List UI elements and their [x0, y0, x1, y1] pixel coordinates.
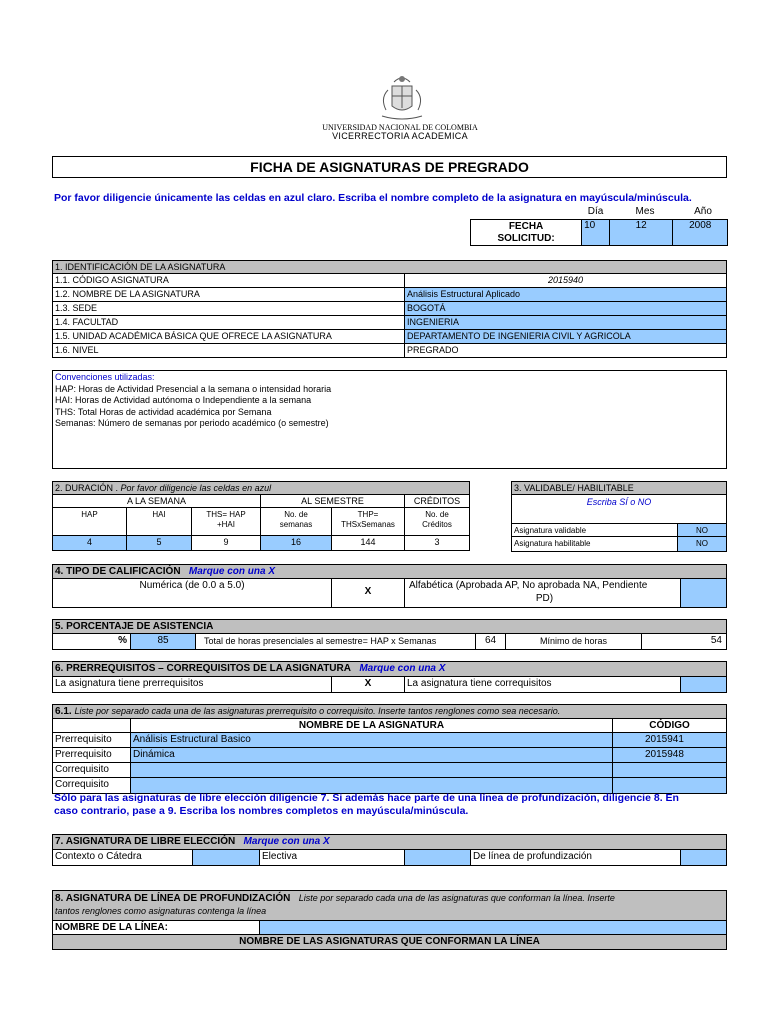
section5-title: 5. PORCENTAJE DE ASISTENCIA — [53, 620, 726, 634]
thp-value: 144 — [332, 536, 405, 550]
prerrequisitos-row: La asignatura tiene prerrequisitos X La asignatura tiene correquisitos — [53, 677, 726, 692]
libre-eleccion-note: Sólo para las asignaturas de libre elección diligencie 7. Si además hace parte de una línea de profundización, diligencie 8. En caso contrario, pase a 9. Escriba los nombres completos en mayúscula/minúscula. — [54, 792, 679, 817]
section1-title: 1. IDENTIFICACIÓN DE LA ASIGNATURA — [53, 261, 726, 274]
convention-line: THS: Total Horas de actividad académica por Semana — [55, 406, 272, 417]
contexto-field[interactable] — [193, 850, 260, 865]
nombre-field[interactable]: Análisis Estructural Aplicado — [405, 288, 726, 301]
mes-label: Mes — [635, 206, 655, 217]
porcentaje-field[interactable]: 85 — [131, 634, 196, 649]
section6-title: 6. PRERREQUISITOS – CORREQUISITOS DE LA ASIGNATURA Marque con una X — [53, 662, 726, 677]
numerica-label: Numérica (de 0.0 a 5.0) — [53, 579, 332, 607]
conventions-box — [52, 370, 727, 469]
section2-title: 2. DURACIÓN . Por favor diligencie las celdas en azul — [53, 482, 469, 495]
duracion-group-header: A LA SEMANA AL SEMESTRE CRÉDITOS — [53, 495, 469, 508]
conventions-title: Convenciones utilizadas: — [55, 372, 155, 382]
nombre-linea-row: NOMBRE DE LA LÍNEA: — [53, 921, 726, 935]
sede-field[interactable]: BOGOTÁ — [405, 302, 726, 315]
fecha-label: FECHA SOLICITUD: — [471, 220, 582, 245]
linea-field[interactable] — [681, 850, 726, 865]
hap-field[interactable]: 4 — [53, 536, 127, 550]
section-asistencia — [52, 619, 727, 650]
asistencia-row: % 85 Total de horas presenciales al semestre= HAP x Semanas 64 Mínimo de horas 54 — [53, 634, 726, 649]
libre-eleccion-row: Contexto o Cátedra Electiva De línea de profundización — [53, 850, 726, 865]
section3-title: 3. VALIDABLE/ HABILITABLE — [512, 482, 726, 495]
mes-field[interactable]: 12 — [610, 220, 674, 245]
facultad-row: 1.4. FACULTAD INGENIERIA — [53, 316, 726, 330]
university-logo — [374, 72, 430, 122]
semanas-field[interactable]: 16 — [261, 536, 332, 550]
numerica-mark[interactable]: X — [332, 579, 405, 607]
fecha-solicitud-row — [470, 219, 728, 246]
section8-title: 8. ASIGNATURA DE LÍNEA DE PROFUNDIZACIÓN Liste por separado cada una de las asignaturas que conforman la línea. Inserte tantos renglones como asignaturas contenga la línea — [53, 891, 726, 921]
hai-field[interactable]: 5 — [127, 536, 192, 550]
minimo-horas-value: 54 — [710, 635, 722, 646]
table-row: Correquisito — [53, 763, 726, 778]
section61-title: 6.1. Liste por separado cada una de las asignaturas prerrequisito o correquisito. Inserte tantos renglones como sea necesario. — [53, 705, 726, 719]
calificacion-row — [53, 579, 726, 607]
codigo-value[interactable]: 2015940 — [547, 275, 584, 285]
dia-label: Día — [587, 206, 604, 217]
dia-field[interactable]: 10 — [582, 220, 610, 245]
section7-title: 7. ASIGNATURA DE LIBRE ELECCIÓN Marque con una X — [53, 835, 726, 850]
convention-line: Semanas: Número de semanas por periodo académico (o semestre) — [55, 418, 329, 428]
anio-label: Año — [694, 206, 712, 217]
convention-line: HAP: Horas de Actividad Presencial a la semana o intensidad horaria — [55, 383, 332, 394]
alfabetica-field[interactable] — [681, 579, 726, 607]
duracion-col-header: HAP HAI THS= HAP +HAI No. de semanas THP= THSxSemanas No. de Créditos — [53, 508, 469, 536]
electiva-field[interactable] — [405, 850, 471, 865]
habilitable-field[interactable]: NO — [678, 537, 726, 551]
requisitos-header: NOMBRE DE LA ASIGNATURA CÓDIGO — [53, 719, 726, 733]
table-row: Prerrequisito Dinámica 2015948 — [53, 748, 726, 763]
validable-field[interactable]: NO — [678, 524, 726, 536]
validable-row: Asignatura validable NO — [512, 523, 726, 537]
section-prerrequisitos — [52, 661, 727, 693]
nombre-row: 1.2. NOMBRE DE LA ASIGNATURA Análisis Estructural Aplicado — [53, 288, 726, 302]
unidad-field[interactable]: DEPARTAMENTO DE INGENIERIA CIVIL Y AGRICOLA — [405, 330, 726, 343]
habilitable-row: Asignatura habilitable NO — [512, 537, 726, 551]
coat-of-arms-icon — [374, 72, 430, 122]
correq-field[interactable] — [681, 677, 726, 692]
table-row: Correquisito — [53, 778, 726, 793]
section-identificacion — [52, 260, 727, 358]
section3-note: Escriba SÍ o NO — [586, 497, 652, 507]
section-validable — [511, 481, 727, 552]
facultad-field[interactable]: INGENIERIA — [405, 316, 726, 329]
page-title: FICHA DE ASIGNATURAS DE PREGRADO — [52, 156, 727, 178]
creditos-value: 3 — [434, 537, 440, 547]
nivel-value: PREGRADO — [407, 345, 459, 355]
university-name: UNIVERSIDAD NACIONAL DE COLOMBIA — [322, 123, 478, 132]
total-horas-value: 64 — [484, 635, 497, 646]
table-row: Prerrequisito Análisis Estructural Basico 2015941 — [53, 733, 726, 748]
section4-title: 4. TIPO DE CALIFICACIÓN Marque con una X — [53, 565, 726, 579]
anio-field[interactable]: 2008 — [673, 220, 727, 245]
convention-line: HAI: Horas de Actividad autónoma o Independiente a la semana — [55, 395, 312, 405]
asignaturas-linea-header: NOMBRE DE LAS ASIGNATURAS QUE CONFORMAN LA LÍNEA — [53, 935, 726, 949]
vicerrectoria: VICERRECTORIA ACADEMICA — [332, 131, 468, 141]
duracion-values — [53, 536, 469, 550]
prerreq-mark[interactable]: X — [332, 677, 405, 692]
ths-value: 9 — [192, 536, 261, 550]
section-linea-profundizacion — [52, 890, 727, 950]
alfabetica-label: Alfabética (Aprobada AP, No aprobada NA, Pendiente PD) — [405, 579, 681, 607]
section-duracion — [52, 481, 470, 551]
section-lista-requisitos — [52, 704, 727, 794]
section-calificacion — [52, 564, 727, 608]
unidad-row: 1.5. UNIDAD ACADÉMICA BÁSICA QUE OFRECE LA ASIGNATURA DEPARTAMENTO DE INGENIERIA CIVIL Y AGRICOLA — [53, 330, 726, 344]
instructions: Por favor diligencie únicamente las celdas en azul claro. Escriba el nombre completo de la asignatura en mayúscula/minúscula. — [54, 192, 692, 204]
codigo-row: 1.1. CÓDIGO ASIGNATURA 2015940 — [53, 274, 726, 288]
sede-row: 1.3. SEDE BOGOTÁ — [53, 302, 726, 316]
nombre-linea-field[interactable] — [260, 921, 726, 934]
section-libre-eleccion — [52, 834, 727, 866]
nivel-row: 1.6. NIVEL PREGRADO — [53, 344, 726, 357]
